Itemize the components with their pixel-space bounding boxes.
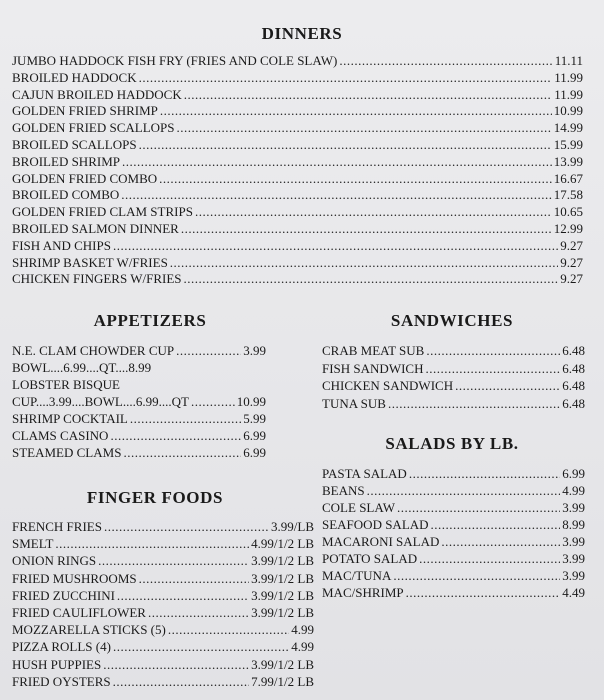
menu-item-name: BEANS: [322, 483, 365, 498]
menu-item-price: 10.99: [553, 103, 583, 119]
menu-item-name: CRAB MEAT SUB: [322, 343, 425, 358]
menu-item-name: PASTA SALAD: [322, 466, 407, 481]
menu-item-price: 16.67: [553, 170, 583, 186]
menu-item-name: BROILED SHRIMP: [12, 153, 120, 169]
menu-item-name: CUP....3.99....BOWL....6.99....QT: [12, 394, 189, 409]
menu-item-name: COLE SLAW: [322, 500, 395, 515]
menu-item-price: 3.99/LB: [271, 519, 314, 534]
menu-item: [322, 343, 585, 359]
menu-item-price: 15.99: [553, 137, 583, 152]
menu-item-price: 3.99/1/2 LB: [251, 656, 314, 672]
dinners-heading: DINNERS: [261, 24, 343, 43]
dot-leader: [339, 53, 552, 69]
dot-leader: [121, 187, 551, 203]
menu-item-name: CAJUN BROILED HADDOCK: [12, 86, 182, 102]
dot-leader: [409, 466, 560, 482]
menu-item: [322, 466, 585, 482]
menu-item-name: CHICKEN SANDWICH: [322, 378, 454, 393]
menu-item-name: GOLDEN FRIED COMBO: [12, 170, 158, 186]
dot-leader: [441, 534, 560, 550]
dot-leader: [55, 536, 249, 552]
dot-leader: [123, 445, 241, 461]
dot-leader: [148, 605, 249, 621]
menu-item: [12, 639, 314, 655]
menu-item-name: TUNA SUB: [322, 395, 386, 411]
menu-item-price: 5.99: [243, 411, 266, 426]
menu-item-name: BOWL....6.99....QT....8.99: [12, 360, 152, 375]
menu-item: [12, 394, 266, 410]
menu-item: [12, 171, 583, 187]
menu-item-price: 12.99: [553, 221, 583, 236]
menu-item: [322, 396, 585, 412]
menu-item-price: 9.27: [560, 271, 583, 287]
menu-item-price: 6.48: [562, 378, 585, 393]
menu-item-price: 4.99: [291, 639, 314, 655]
dot-leader: [160, 103, 552, 119]
menu-item: [12, 53, 583, 69]
menu-item-price: 3.99/1/2 LB: [251, 587, 314, 603]
dot-leader: [104, 519, 269, 535]
menu-item: [12, 204, 583, 220]
menu-item: [12, 360, 266, 376]
menu-item: [12, 343, 266, 359]
menu-item-price: 13.99: [553, 153, 583, 169]
menu-item: [12, 428, 266, 444]
menu-item: [322, 568, 585, 584]
menu-item-price: 3.99/1/2 LB: [251, 605, 314, 620]
menu-item: [322, 551, 585, 567]
finger-foods-heading: FINGER FOODS: [86, 488, 224, 507]
menu-item: [322, 534, 585, 550]
menu-item: [12, 536, 314, 552]
dot-leader: [139, 571, 250, 587]
menu-item-name: ONION RINGS: [12, 553, 97, 569]
menu-item: [322, 361, 585, 377]
menu-item-name: PIZZA ROLLS (4): [12, 639, 111, 655]
menu-item-name: JUMBO HADDOCK FISH FRY (FRIES AND COLE SLAW): [12, 53, 338, 68]
menu-item-name: BROILED SCALLOPS: [12, 137, 137, 152]
menu-item-price: 10.65: [553, 204, 583, 220]
menu-item-name: POTATO SALAD: [322, 551, 418, 566]
menu-item-name: FRIED ZUCCHINI: [12, 587, 115, 603]
dot-leader: [176, 343, 241, 359]
menu-item-price: 3.99: [562, 551, 585, 566]
menu-item-name: MACARONI SALAD: [322, 534, 440, 549]
sandwiches-heading: SANDWICHES: [390, 311, 514, 330]
menu-item-price: 3.99: [243, 343, 266, 358]
dot-leader: [367, 483, 561, 499]
menu-item-price: 3.99/1/2 LB: [251, 553, 314, 569]
menu-item-name: GOLDEN FRIED SHRIMP: [12, 103, 158, 119]
dot-leader: [393, 568, 560, 584]
menu-item-name: SMELT: [12, 536, 54, 552]
dot-leader: [181, 221, 552, 237]
menu-item-name: BROILED SALMON DINNER: [12, 221, 179, 236]
menu-item-price: 6.99: [243, 428, 266, 443]
menu-item: [12, 605, 314, 621]
dot-leader: [431, 517, 561, 533]
menu-item: [12, 154, 583, 170]
dot-leader: [113, 238, 558, 254]
dot-leader: [139, 137, 552, 153]
appetizers-heading: APPETIZERS: [93, 311, 207, 330]
dot-leader: [184, 87, 552, 103]
dot-leader: [397, 500, 560, 516]
menu-item-price: 10.99: [236, 394, 266, 409]
menu-item-price: 4.49: [562, 585, 585, 600]
menu-item: [322, 378, 585, 394]
menu-item: [12, 553, 314, 569]
dot-leader: [388, 396, 560, 412]
menu-item: [12, 120, 583, 136]
menu-item: [322, 483, 585, 499]
menu-item-price: 6.99: [562, 466, 585, 481]
dot-leader: [98, 553, 249, 569]
dot-leader: [159, 171, 552, 187]
dot-leader: [110, 428, 241, 444]
menu-item-name: SHRIMP COCKTAIL: [12, 411, 128, 426]
menu-item-name: SHRIMP BASKET W/FRIES: [12, 254, 168, 270]
menu-item-price: 8.99: [562, 517, 585, 532]
menu-item-name: FISH SANDWICH: [322, 360, 424, 376]
menu-item: [12, 622, 314, 638]
dot-leader: [191, 394, 235, 410]
dot-leader: [130, 411, 241, 427]
menu-item-price: 6.99: [243, 445, 266, 460]
menu-item: [322, 585, 585, 601]
menu-item-name: MAC/TUNA: [322, 568, 392, 583]
menu-item-price: 14.99: [553, 120, 583, 136]
menu-item-price: 11.99: [554, 86, 583, 102]
dot-leader: [113, 639, 289, 655]
menu-item-price: 6.48: [562, 395, 585, 411]
menu-item-name: FRIED OYSTERS: [12, 673, 111, 689]
dot-leader: [177, 120, 552, 136]
dot-leader: [117, 588, 249, 604]
menu-item-name: STEAMED CLAMS: [12, 445, 122, 460]
menu-item-name: LOBSTER BISQUE: [12, 377, 120, 392]
menu-item: [12, 571, 314, 587]
salads-heading: SALADS BY LB.: [385, 434, 519, 453]
menu-item: [322, 517, 585, 533]
menu-item: [12, 674, 314, 690]
menu-item-price: 6.48: [562, 360, 585, 376]
menu-item-name: CLAMS CASINO: [12, 428, 109, 443]
dot-leader: [184, 271, 559, 287]
menu-item-name: MAC/SHRIMP: [322, 585, 404, 600]
menu-item-name: N.E. CLAM CHOWDER CUP: [12, 343, 175, 358]
dot-leader: [455, 378, 560, 394]
menu-item: [12, 411, 266, 427]
menu-item-price: 11.99: [554, 69, 583, 85]
menu-item-price: 3.99: [562, 534, 585, 549]
menu-item-name: HUSH PUPPIES: [12, 656, 102, 672]
dot-leader: [406, 585, 561, 601]
menu-item-price: 6.48: [562, 343, 585, 358]
dot-leader: [113, 674, 250, 690]
menu-item: [12, 137, 583, 153]
menu-item: [12, 271, 583, 287]
menu-item-price: 3.99: [562, 500, 585, 515]
menu-item: [12, 588, 314, 604]
menu-item-price: 11.11: [554, 53, 583, 68]
dot-leader: [168, 622, 289, 638]
menu-item-price: 4.99/1/2 LB: [251, 536, 314, 552]
menu-item-price: 9.27: [560, 254, 583, 270]
menu-item: [12, 87, 583, 103]
dot-leader: [103, 657, 249, 673]
menu-item: [12, 445, 266, 461]
dot-leader: [122, 154, 552, 170]
menu-item: [12, 519, 314, 535]
menu-item-name: MOZZARELLA STICKS (5): [12, 622, 166, 638]
menu-item: [12, 238, 583, 254]
menu-item-name: BROILED HADDOCK: [12, 69, 137, 85]
menu-item: [12, 221, 583, 237]
menu-item-price: 7.99/1/2 LB: [251, 673, 314, 689]
menu-item: [12, 377, 266, 393]
menu-item: [12, 255, 583, 271]
menu-item-price: 17.58: [553, 187, 583, 203]
menu-item-name: CHICKEN FINGERS W/FRIES: [12, 271, 182, 287]
dot-leader: [419, 551, 560, 567]
dot-leader: [170, 255, 558, 271]
menu-item-name: FRENCH FRIES: [12, 519, 102, 534]
menu-item-name: SEAFOOD SALAD: [322, 517, 429, 532]
menu-item-price: 4.99: [291, 622, 314, 638]
menu-item-name: FISH AND CHIPS: [12, 237, 111, 253]
menu-item-name: GOLDEN FRIED SCALLOPS: [12, 120, 175, 136]
menu-item-price: 3.99: [562, 568, 585, 583]
menu-item: [12, 657, 314, 673]
menu-item-name: BROILED COMBO: [12, 187, 120, 203]
dot-leader: [195, 204, 552, 220]
menu-item-name: FRIED MUSHROOMS: [12, 570, 137, 586]
dot-leader: [426, 343, 560, 359]
menu-item: [12, 187, 583, 203]
menu-item: [12, 103, 583, 119]
menu-item-name: GOLDEN FRIED CLAM STRIPS: [12, 204, 193, 220]
dot-leader: [139, 70, 553, 86]
dot-leader: [425, 361, 560, 377]
menu-item-price: 9.27: [560, 237, 583, 253]
menu-item-price: 3.99/1/2 LB: [251, 570, 314, 586]
menu-item-name: FRIED CAULIFLOWER: [12, 605, 146, 620]
menu-item: [322, 500, 585, 516]
menu-item-price: 4.99: [562, 483, 585, 498]
menu-item: [12, 70, 583, 86]
